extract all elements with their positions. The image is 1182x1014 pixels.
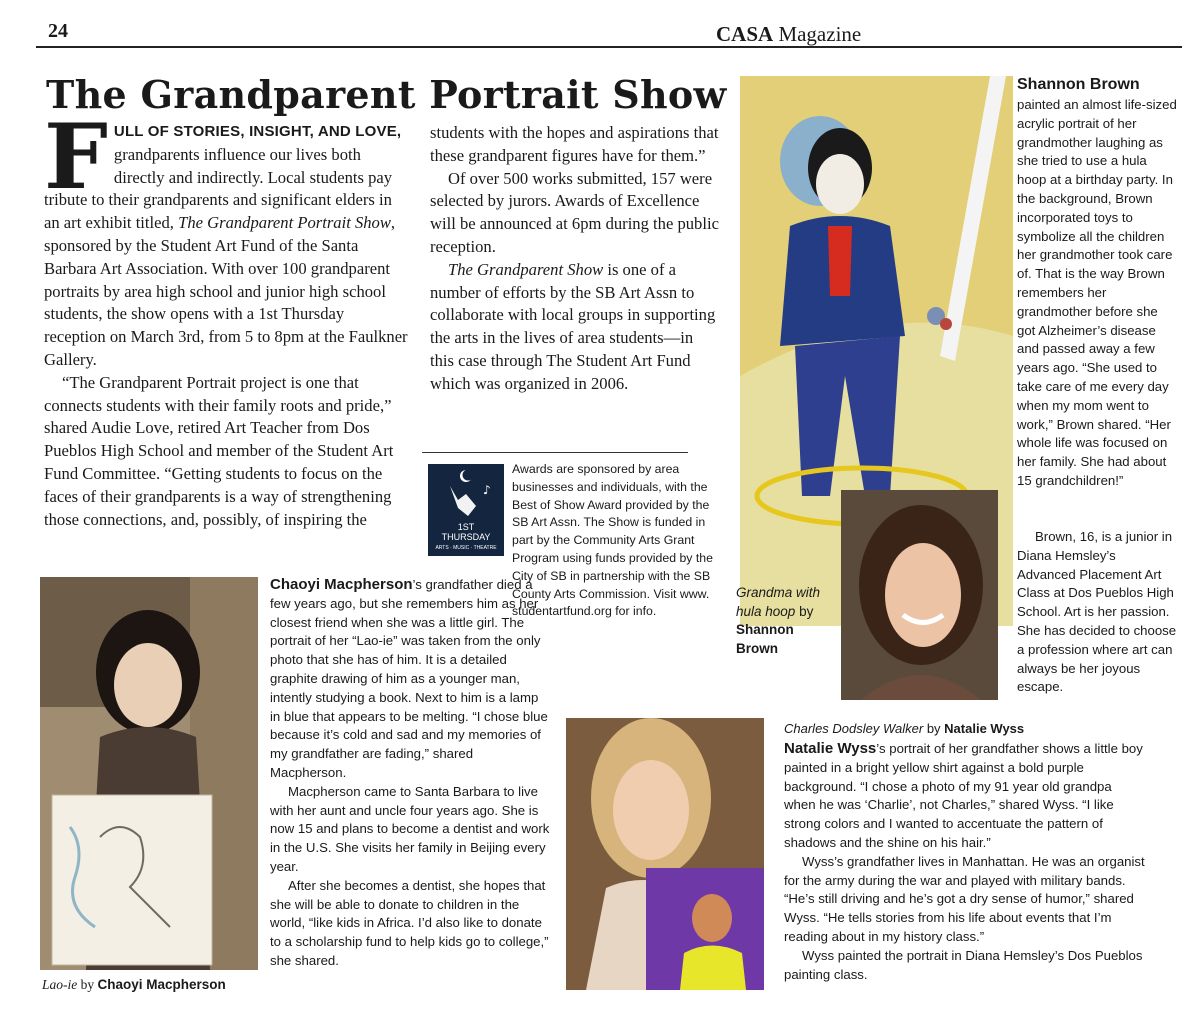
magazine-title-bold: CASA xyxy=(716,22,774,46)
chaoyi-caption-name: Chaoyi Macpherson xyxy=(97,977,226,992)
natalie-paragraph-1 xyxy=(784,740,1146,853)
article-p4-text: is one of a number of efforts by the SB Art Assn to collaborate with local groups in supporting the arts in the lives of area students—in this case through The Student Art Fund which was organized in 2006. xyxy=(430,259,716,393)
grandma-caption xyxy=(736,584,836,658)
chaoyi-paragraph-3: After she becomes a dentist, she hopes that she will be able to donate to children in the world, “like kids in Africa. I’d also like to donate to a scholarship fund to help kids go to college,” she shared. xyxy=(270,877,549,968)
article-paragraph-4 xyxy=(430,259,720,396)
chaoyi-paragraph-1 xyxy=(270,576,552,783)
article-p1-end: , sponsored by the Student Art Fund of the Santa Barbara Art Association. With over 100 grandparent portraits by area high school and junior high school students, the show opens with a 1st Thursday reception on March 3rd, from 5 to 8pm at the Faulkner Gallery. xyxy=(44,213,408,369)
natalie-paragraph-3: Wyss painted the portrait in Diana Hemsley’s Dos Pueblos painting class. xyxy=(784,947,1143,982)
drop-cap: F xyxy=(44,104,108,210)
shannon-name: Shannon Brown xyxy=(1017,76,1140,93)
shannon-story-1: painted an almost life-sized acrylic portrait of her grandmother laughing as she tried to use a hula hoop at a birthday party. In the background, Brown incorporated toys to symbolize all the children her grandmother took care of. That is the way Brown remembers her grandmother before she got Alzheimer’s disease and passed away a few years ago. “She used to take care of me every day when my mom went to work,” Brown shared. “Her whole life was focused on her family. She had about 15 grandchildren!” xyxy=(1017,97,1177,488)
article-column-1 xyxy=(44,104,410,531)
magazine-title-rest: Magazine xyxy=(773,22,862,46)
natalie-caption-name: Natalie Wyss xyxy=(944,721,1025,736)
logo-line-1: 1ST xyxy=(457,522,475,532)
natalie-paragraph-2: Wyss’s grandfather lives in Manhattan. He was an organist for the army during the war and played with military bands. “He’s still driving and he’s got a dry sense of humor,” shared Wyss. “He tells stories from his life about events that I’m reading about in my history class.” xyxy=(784,853,1145,944)
natalie-photo-illustration xyxy=(566,718,764,990)
natalie-story xyxy=(784,740,1146,984)
article-column-2 xyxy=(430,122,720,396)
natalie-caption xyxy=(784,721,1024,736)
natalie-p1-text: ’s portrait of her grandfather shows a little boy painted in a bright yellow shirt against a bold purple background. “I chose a photo of my 91 year old grandpa when he was ‘Charlie’, not Charles,” shared Wyss. “I like strong colors and I wanted to accentuate the pattern of shadows and the shine on his hair.” xyxy=(784,741,1143,850)
magazine-title xyxy=(716,22,861,47)
shannon-photo-illustration xyxy=(841,490,998,700)
article-paragraph-1 xyxy=(44,104,410,372)
article-paragraph-2: “The Grandparent Portrait project is one that connects students with their family roots and pride,” shared Audie Love, retired Art Teacher from Dos Pueblos High School and member of the Student Art Fund Committee. “Getting students to focus on the faces of their grandparents is a way of strengthening those connections, and, possibly, of inspiring the xyxy=(44,372,394,529)
chaoyi-caption-title: Lao-ie xyxy=(42,977,78,992)
logo-line-2: THURSDAY xyxy=(441,532,491,542)
chaoyi-caption xyxy=(42,977,226,993)
chaoyi-caption-by: by xyxy=(77,977,98,992)
shannon-paragraph-2: Brown, 16, is a junior in Diana Hemsley’s Advanced Placement Art Class at Dos Pueblos High School. Art is her passion. She has decided to choose a profession where art can always be her joyous escape. xyxy=(1017,529,1177,695)
shannon-brown-photo xyxy=(841,490,998,700)
natalie-caption-title: Charles Dodsley Walker xyxy=(784,721,924,736)
headline: The Grandparent Portrait Show xyxy=(46,72,727,117)
logo-line-3: ARTS · MUSIC · THEATRE xyxy=(435,545,497,551)
chaoyi-name: Chaoyi Macpherson xyxy=(270,576,413,593)
awards-note: Awards are sponsored by area businesses and individuals, with the Best of Show Award provided by the SB Art Assn. The Show is funded in part by the Community Arts Grant Program using funds provided by the City of SB in partnership with the SB County Arts Commission. Visit www. studentartfund.org for info. xyxy=(512,462,713,619)
shannon-story-2 xyxy=(1017,528,1177,697)
article-p1-text: grandparents influence our lives both directly and indirectly. Local students pay tribute to their grandparents and significant elders in an art exhibit titled, xyxy=(44,144,393,233)
article-paragraph-3: Of over 500 works submitted, 157 were selected by jurors. Awards of Excellence will be announced at 6pm during the public reception. xyxy=(430,168,719,256)
article-lead: ULL OF STORIES, INSIGHT, AND LOVE, xyxy=(113,123,402,140)
article-p4-title: The Grandparent Show xyxy=(448,259,604,279)
first-thursday-logo xyxy=(428,464,504,556)
chaoyi-photo-illustration xyxy=(40,577,258,970)
chaoyi-paragraph-2: Macpherson came to Santa Barbara to live with her aunt and uncle four years ago. She is now 15 and plans to become a dentist and work in the U.S. She visits her family in Beijing every year. xyxy=(270,783,550,874)
natalie-wyss-photo xyxy=(566,718,764,990)
natalie-name: Natalie Wyss xyxy=(784,740,877,757)
chaoyi-macpherson-photo xyxy=(40,577,258,970)
article-p1-title: The Grandparent Portrait Show xyxy=(178,213,391,233)
grandma-caption-title: Grandma with hula hoop xyxy=(736,585,821,619)
page-number: 24 xyxy=(48,20,68,42)
first-thursday-logo-icon xyxy=(428,464,504,556)
article-paragraph-2-cont: students with the hopes and aspirations that these grandparent figures have for them.” xyxy=(430,123,719,165)
natalie-caption-by: by xyxy=(923,721,945,736)
header-rule xyxy=(36,46,1182,48)
svg-text:♪: ♪ xyxy=(483,483,491,497)
chaoyi-p1-text: ’s grandfather died a few years ago, but she remembers him as her closest friend when she was a little girl. The portrait of her “Lao-ie” was taken from the only photo that she has of him. It is a detailed graphite drawing of him as a younger man, intently studying a book. Next to him is a lamp in blue that appears to be melting. “I chose blue because it’s cold and sad and my memories of my grandfather are fading,” shared Macpherson. xyxy=(270,577,548,780)
grandma-caption-name: Shannon Brown xyxy=(736,622,794,656)
chaoyi-story xyxy=(270,576,552,971)
section-divider xyxy=(422,452,688,453)
grandma-caption-by: by xyxy=(795,603,814,619)
